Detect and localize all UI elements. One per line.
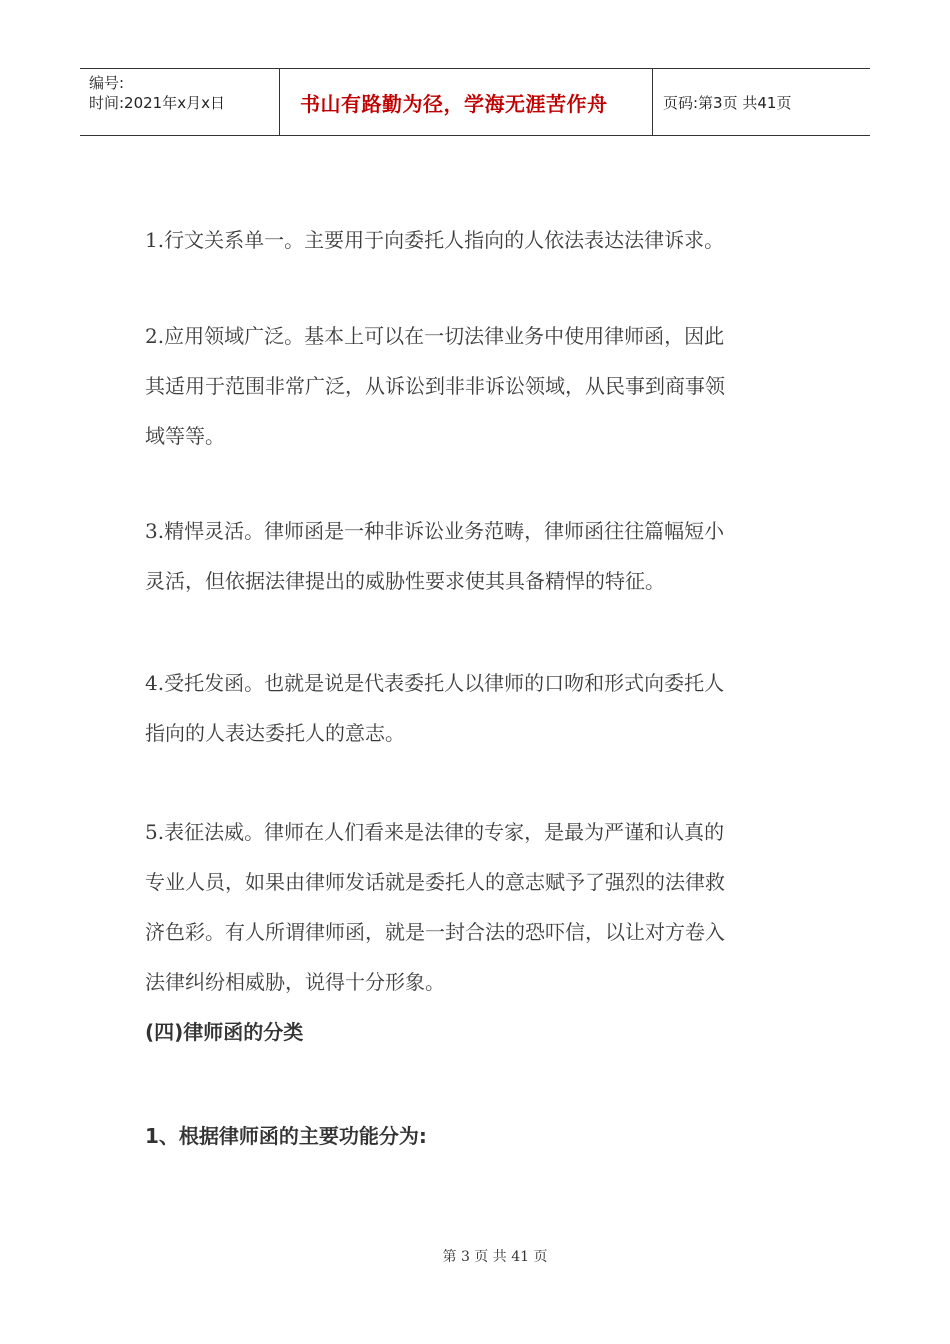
- header-meta-cell: [80, 69, 280, 135]
- page-footer: 第 3 页 共 41 页: [442, 1249, 548, 1265]
- paragraph-line: 专业人员，如果由律师发话就是委托人的意志赋予了强烈的法律救: [145, 870, 725, 894]
- section-heading: (四)律师函的分类: [145, 1020, 304, 1044]
- paragraph-line: 5.表征法威。律师在人们看来是法律的专家，是最为严谨和认真的: [145, 820, 725, 844]
- header-motto-cell: [280, 69, 653, 135]
- paragraph-5: [145, 807, 815, 1007]
- paragraph-line: 2.应用领域广泛。基本上可以在一切法律业务中使用律师函，因此: [145, 324, 725, 348]
- header-page-info: 页码:第3页 共41页: [663, 93, 792, 112]
- document-header: [80, 68, 870, 136]
- paragraph-line: 灵活，但依据法律提出的威胁性要求使其具备精悍的特征。: [145, 569, 665, 593]
- paragraph-line: 其适用于范围非常广泛，从诉讼到非非诉讼领域，从民事到商事领: [145, 374, 725, 398]
- header-page-cell: [653, 69, 870, 135]
- paragraph-line: 指向的人表达委托人的意志。: [145, 721, 405, 745]
- document-number-label: 编号:: [89, 74, 125, 92]
- paragraph-2: [145, 311, 815, 461]
- subsection-heading: 1、根据律师函的主要功能分为:: [145, 1124, 427, 1148]
- paragraph-line: 法律纠纷相威胁，说得十分形象。: [145, 970, 445, 994]
- paragraph-line: 3.精悍灵活。律师函是一种非诉讼业务范畴，律师函往往篇幅短小: [145, 519, 725, 543]
- paragraph-line: 济色彩。有人所谓律师函，就是一封合法的恐吓信，以让对方卷入: [145, 920, 725, 944]
- paragraph-4: [145, 658, 815, 758]
- paragraph-3: [145, 506, 815, 606]
- paragraph-line: 域等等。: [145, 424, 225, 448]
- paragraph-1: [145, 215, 815, 265]
- paragraph-line: 1.行文关系单一。主要用于向委托人指向的人依法表达法律诉求。: [145, 228, 725, 252]
- paragraph-line: 4.受托发函。也就是说是代表委托人以律师的口吻和形式向委托人: [145, 671, 725, 695]
- header-motto: 书山有路勤为径，学海无涯苦作舟: [300, 91, 608, 116]
- document-time-label: 时间:2021年x月x日: [89, 94, 225, 112]
